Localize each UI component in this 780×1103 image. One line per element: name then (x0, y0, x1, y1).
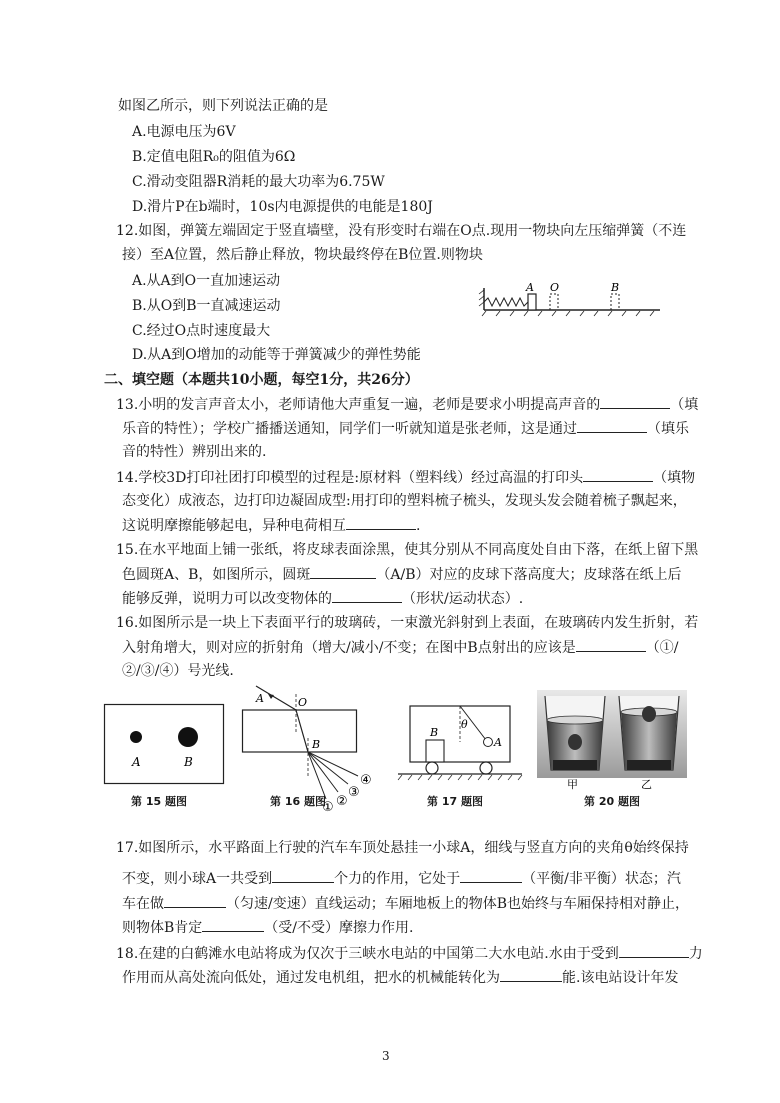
q14-line3 (122, 515, 420, 536)
q15-blank-1[interactable] (310, 564, 376, 579)
q14-blank-2[interactable] (346, 515, 416, 530)
q17-line1: 17.如图所示，水平路面上行驶的汽车车顶处悬挂一小球A，细线与竖直方向的夹角θ始终保持 (116, 840, 689, 856)
q12-option-a: A.从A到O一直加速运动 (132, 273, 281, 289)
q13-text: （填 (670, 397, 699, 413)
f16-ray-4: ④ (360, 773, 372, 788)
egg-floating (642, 706, 656, 722)
q17-text: 个力的作用，它处于 (334, 871, 461, 887)
q12-option-c: C.经过O点时速度最大 (132, 323, 271, 339)
q12-option-d: D.从A到O增加的动能等于弹簧减少的弹性势能 (132, 347, 421, 363)
f17-label-b: B (430, 726, 439, 739)
q18-line2 (122, 967, 678, 988)
q17-blank-3[interactable] (164, 893, 226, 908)
q12-stem-line2: 接）至A位置，然后静止释放，物块最终停在B位置.则物块 (122, 247, 483, 263)
q14-blank-1[interactable] (583, 467, 653, 482)
f15-label-b: B (184, 755, 193, 769)
q17-line2 (122, 868, 681, 889)
figure-16-caption: 第 16 题图 (270, 795, 326, 808)
q18-text: 18.在建的白鹤滩水电站将成为仅次于三峡水电站的中国第二大水电站.水由于受到 (116, 946, 619, 962)
q11-stem: 如图乙所示，则下列说法正确的是 (118, 98, 328, 114)
q16-blank-1[interactable] (576, 637, 646, 652)
q17-text: 不变，则小球A一共受到 (122, 871, 273, 887)
q12-option-b: B.从O到B一直减速运动 (132, 298, 281, 314)
q16-text: （①/ (645, 640, 679, 656)
q17-text: 车在做 (122, 896, 164, 912)
q14-text: 这说明摩擦能够起电，异种电荷相互 (122, 518, 346, 534)
q15-text: 色圆斑A、B，如图所示，圆斑 (122, 567, 311, 583)
q13-blank-2[interactable] (577, 418, 647, 433)
figure-17 (398, 704, 523, 784)
q11-option-b: B.定值电阻R₀的阻值为6Ω (132, 149, 296, 165)
q17-line4 (122, 917, 413, 938)
q13-text: 乐音的特性）；学校广播播送通知，同学们一听就知道是张老师，这是通过 (122, 421, 577, 437)
f20-label-yi: 乙 (641, 778, 652, 791)
q18-blank-1[interactable] (619, 943, 689, 958)
page-number: 3 (382, 1049, 390, 1063)
q12-spring-figure (470, 280, 665, 328)
f17-label-a: A (494, 736, 502, 749)
q11-option-c: C.滑动变阻器R消耗的最大功率为6.75W (132, 174, 385, 190)
q14-line1 (116, 467, 695, 488)
q12-label-o: O (550, 281, 560, 294)
q17-blank-4[interactable] (202, 917, 264, 932)
q15-line1: 15.在水平地面上铺一张纸，将皮球表面涂黑，使其分别从不同高度处自由下落，在纸上留下黑 (116, 542, 699, 558)
q13-line2 (122, 418, 689, 439)
spot-b (178, 727, 198, 747)
q17-line3 (122, 893, 689, 914)
q14-text: 14.学校3D打印社团打印模型的过程是:原材料（塑料线）经过高温的打印头 (116, 470, 584, 486)
figure-20 (537, 690, 687, 790)
q11-option-d: D.滑片P在b端时，10s内电源提供的电能是180J (132, 199, 433, 215)
spot-a (130, 731, 142, 743)
q17-blank-1[interactable] (272, 868, 334, 883)
f16-label-a: A (256, 692, 264, 705)
q13-text: 13.小明的发言声音太小，老师请他大声重复一遍，老师是要求小明提高声音的 (116, 397, 601, 413)
figure-15-caption: 第 15 题图 (131, 795, 187, 808)
q15-text: 能够反弹，说明力可以改变物体的 (122, 591, 332, 607)
egg-sunk (568, 734, 582, 750)
q18-blank-2[interactable] (500, 967, 562, 982)
f17-label-theta: θ (461, 718, 468, 731)
q17-text: （平衡/非平衡）状态；汽 (522, 871, 681, 887)
q17-blank-2[interactable] (460, 868, 522, 883)
q18-text: 力 (688, 946, 703, 962)
figure-15 (104, 704, 224, 784)
q13-blank-1[interactable] (600, 394, 670, 409)
q14-line2: 态变化）成液态，边打印边凝固成型:用打印的塑料梳子梳头，发现头发会随着梳子飘起来， (122, 493, 687, 509)
q17-text: 则物体B肯定 (122, 920, 203, 936)
q14-text: . (416, 518, 421, 534)
q14-text: （填物 (653, 470, 696, 486)
q15-line3 (122, 588, 523, 609)
q16-line2 (122, 637, 678, 658)
f15-label-a: A (132, 755, 141, 769)
q15-line2 (122, 564, 682, 585)
q11-option-a: A.电源电压为6V (132, 124, 236, 140)
q15-text: （形状/运动状态）. (402, 591, 524, 607)
q15-text: （A/B）对应的皮球下落高度大；皮球落在纸上后 (376, 567, 682, 583)
section-2-title: 二、填空题（本题共10小题，每空1分，共26分） (104, 372, 419, 388)
f16-label-b: B (312, 738, 321, 751)
q16-line3: ②/③/④）号光线. (122, 663, 234, 679)
figure-20-caption: 第 20 题图 (584, 795, 640, 808)
f16-ray-1: ① (322, 800, 334, 815)
q18-text: 能.该电站设计年发 (562, 970, 679, 986)
q16-line1: 16.如图所示是一块上下表面平行的玻璃砖，一束激光斜射到上表面，在玻璃砖内发生折射，若 (116, 615, 699, 631)
q16-text: 入射角增大，则对应的折射角（增大/减小/不变；在图中B点射出的应该是 (122, 640, 576, 656)
f16-ray-3: ③ (348, 785, 360, 800)
q13-text: （填乐 (647, 421, 689, 437)
f16-label-o: O (298, 696, 308, 709)
q13-line3: 音的特性）辨别出来的. (122, 444, 267, 460)
f16-ray-2: ② (336, 794, 348, 809)
q12-label-a: A (526, 281, 534, 294)
q18-text: 作用而从高处流向低处，通过发电机组，把水的机械能转化为 (122, 970, 500, 986)
figure-17-caption: 第 17 题图 (427, 795, 483, 808)
q17-text: （受/不受）摩擦力作用. (264, 920, 414, 936)
q18-line1 (116, 943, 703, 964)
q15-blank-2[interactable] (332, 588, 402, 603)
f20-label-jia: 甲 (567, 778, 578, 791)
q12-label-b: B (611, 281, 620, 294)
q13-line1 (116, 394, 698, 415)
q17-text: （匀速/变速）直线运动；车厢地板上的物体B也始终与车厢保持相对静止， (226, 896, 690, 912)
q12-stem-line1: 12.如图，弹簧左端固定于竖直墙壁，没有形变时右端在O点.现用一物块向左压缩弹簧（不连 (116, 223, 687, 239)
